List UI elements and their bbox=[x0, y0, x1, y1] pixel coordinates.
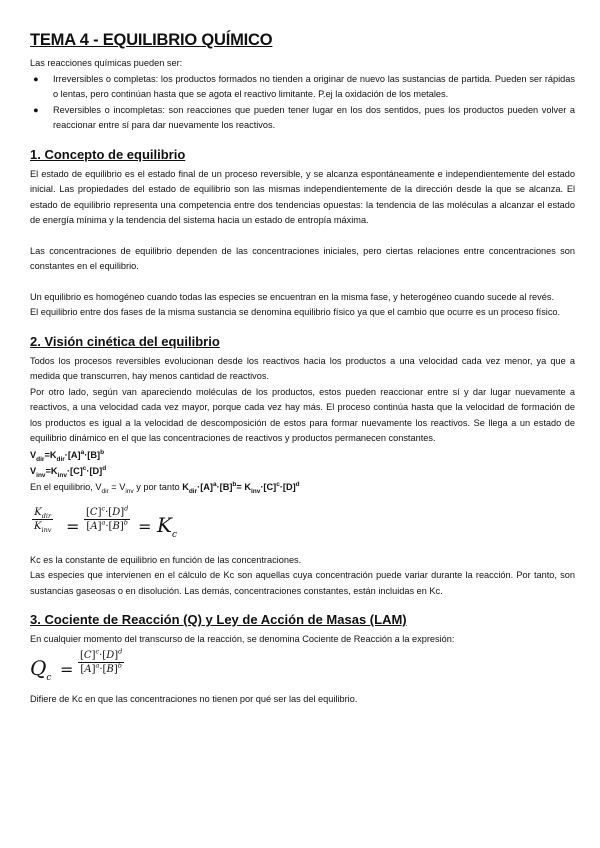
reaction-types-list bbox=[30, 72, 575, 134]
paragraph: El equilibrio entre dos fases de la misma sustancia se denomina equilibrio físico ya que el cambio que ocurre es un proceso físico. bbox=[30, 307, 561, 317]
paragraph: Kc es la constante de equilibrio en función de las concentraciones. bbox=[30, 554, 302, 565]
intro-text: Las reacciones químicas pueden ser: bbox=[30, 58, 183, 68]
section-heading-3: 3. Cociente de Reacción (Q) y Ley de Acción de Masas (LAM) bbox=[30, 612, 407, 627]
equation-equilibrium-condition: En el equilibrio, $V_{dir} = V_{inv}$ y por tanto $K_{dir}\cdot[A]^a\cdot[B]^b= K_{inv}\cdot[C]^c\cdot[D]^d$ bbox=[30, 480, 300, 495]
equation-vinv: $V_{inv}=K_{inv}\cdot[C]^c\cdot[D]^d$ bbox=[30, 464, 107, 479]
page-title: TEMA 4 - EQUILIBRIO QUÍMICO bbox=[30, 31, 273, 49]
bullet-icon: ● bbox=[33, 104, 39, 115]
paragraph: Las concentraciones de equilibrio dependen de las concentraciones iniciales, pero ciertas relaciones entre concentraciones son constantes en el equilibrio. bbox=[30, 245, 575, 271]
paragraph: Difiere de Kc en que las concentraciones no tienen por qué ser las del equilibrio. bbox=[30, 693, 358, 704]
paragraph: Todos los procesos reversibles evolucionan desde los reactivos hacia los productos a una velocidad cada vez menor, ya que a medida que transcurren, hay menos cantidad de reactivos. bbox=[30, 355, 575, 381]
paragraph: El estado de equilibrio es el estado final de un proceso reversible, y se alcanza espontáneamente e independientemente del estado inicial. Las propiedades del estado de equilibrio son las mismas independientemente de la dirección desde la que se alcanza. El estado de equilibrio representa una competencia entre dos tendencias opuestas: la tendencia de las moléculas a alcanzar el estado de energía mínima y la tendencia del sistema hacia un estado de entropía máxima. bbox=[30, 168, 575, 225]
paragraph: Por otro lado, según van apareciendo moléculas de los productos, estos pueden reaccionar entre sí y dar lugar nuevamente a reactivos, a una velocidad cada vez mayor, porque cada vez hay más. El proceso continúa hasta que la velocidad de formación de los productos es igual a la velocidad de descomposición de estos para formar nuevamente los reactivos. Se llega a un estado de equilibrio dinámico en el que las concentraciones de reactivos y productos permanecen constantes. bbox=[30, 386, 575, 443]
paragraph: En cualquier momento del transcurso de la reacción, se denomina Cociente de Reacción a la expresión: bbox=[30, 634, 455, 644]
paragraph: Un equilibrio es homogéneo cuando todas las especies se encuentran en la misma fase, y heterogéneo cuando sucede al revés. bbox=[30, 291, 555, 302]
section-heading-2: 2. Visión cinética del equilibrio bbox=[30, 333, 220, 349]
equation-qc: $Q_c$ = $\frac{[C]^c\cdot[D]^d}{[A]^a\cdot[B]^b}$ bbox=[30, 647, 123, 683]
section-heading-1: 1. Concepto de equilibrio bbox=[30, 146, 186, 162]
equation-vdir: $V_{dir}=K_{dir}\cdot[A]^a\cdot[B]^b$ bbox=[30, 448, 105, 463]
equation-kc: $K_{dir}$ $K_{inv}$ = $\frac{[C]^c\cdot[D]^d}{[A]^a\cdot[B]^b}$ = $K_c$ bbox=[34, 504, 177, 540]
list-item: ● Irreversibles o completas: los productos formados no tienden a originar de nuevo las sustancias de partida. Pueden ser rápidas o lentas, pero continúan hasta que se agota el reactivo limitante. P.ej la oxidación de los metales. bbox=[33, 73, 575, 99]
list-item: ● Reversibles o incompletas: son reacciones que pueden tener lugar en los dos sentidos, pues los productos pueden volver a reaccionar entre sí para dar nuevamente los reactivos. bbox=[33, 104, 575, 130]
bullet-icon: ● bbox=[33, 73, 39, 84]
paragraph: Las especies que intervienen en el cálculo de Kc son aquellas cuya concentración puede variar durante la reacción. Por tanto, son sustancias gaseosas o en disolución. Las demás, concentraciones constantes, están incluidas en Kc. bbox=[30, 570, 575, 596]
document-page bbox=[30, 30, 575, 707]
